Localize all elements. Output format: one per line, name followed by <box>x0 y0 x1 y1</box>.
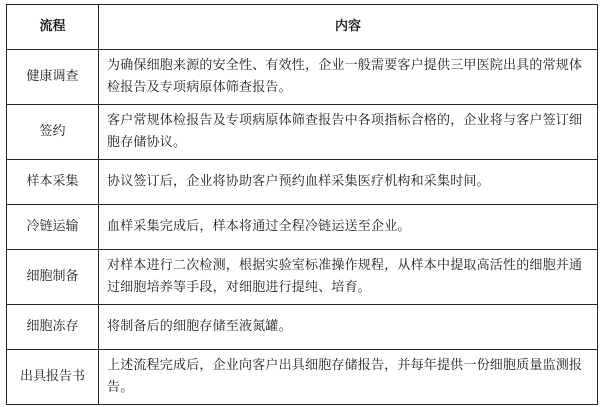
content-cell: 协议签订后，企业将协助客户预约血样采集医疗机构和采集时间。 <box>99 160 598 205</box>
step-cell: 签约 <box>7 105 99 160</box>
header-step: 流程 <box>7 5 99 50</box>
step-cell: 细胞制备 <box>7 250 99 305</box>
content-cell: 将制备后的细胞存储至液氮罐。 <box>99 305 598 350</box>
table-row <box>7 205 598 250</box>
process-table-container <box>6 4 597 405</box>
table-header-row <box>7 5 598 50</box>
header-content: 内容 <box>99 5 598 50</box>
process-table <box>6 4 598 405</box>
table-row <box>7 350 598 405</box>
content-cell: 对样本进行二次检测，根据实验室标准操作规程，从样本中提取高活性的细胞并通过细胞培养等手段，对细胞进行提纯、培育。 <box>99 250 598 305</box>
content-cell: 上述流程完成后，企业向客户出具细胞存储报告，并每年提供一份细胞质量监测报告。 <box>99 350 598 405</box>
table-row <box>7 250 598 305</box>
step-cell: 样本采集 <box>7 160 99 205</box>
step-cell: 出具报告书 <box>7 350 99 405</box>
step-cell: 健康调查 <box>7 50 99 105</box>
step-cell: 冷链运输 <box>7 205 99 250</box>
table-row <box>7 160 598 205</box>
content-cell: 为确保细胞来源的安全性、有效性，企业一般需要客户提供三甲医院出具的常规体检报告及专项病原体筛查报告。 <box>99 50 598 105</box>
table-row <box>7 105 598 160</box>
step-cell: 细胞冻存 <box>7 305 99 350</box>
table-row <box>7 305 598 350</box>
content-cell: 客户常规体检报告及专项病原体筛查报告中各项指标合格的，企业将与客户签订细胞存储协议。 <box>99 105 598 160</box>
table-row <box>7 50 598 105</box>
content-cell: 血样采集完成后，样本将通过全程冷链运送至企业。 <box>99 205 598 250</box>
